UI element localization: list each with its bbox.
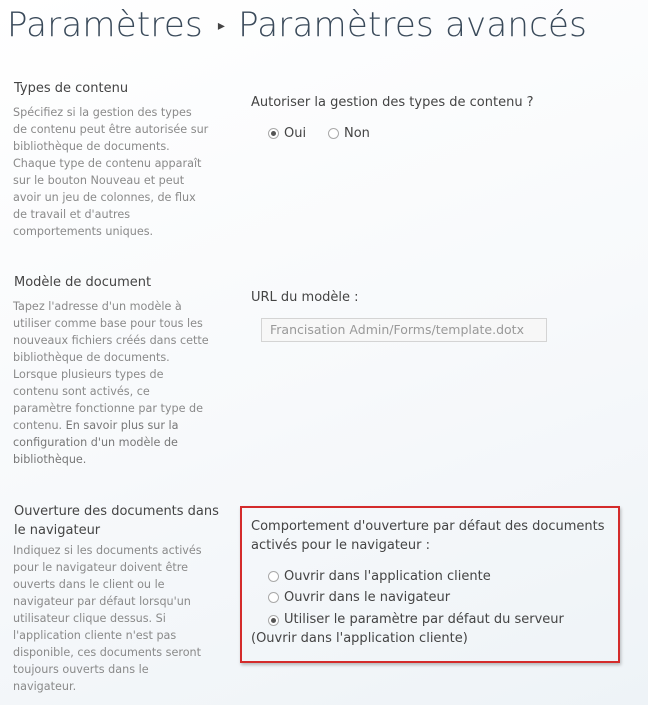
content-types-option-no[interactable] (328, 126, 370, 141)
open-in-browser-label: Ouvrir dans le navigateur (284, 590, 451, 605)
content-types-question: Autoriser la gestion des types de contenu ? (251, 95, 534, 110)
content-types-option-yes-label: Oui (284, 126, 307, 141)
learn-more-template-link[interactable]: En savoir plus sur la configuration d'un modèle de bibliothèque. (13, 419, 179, 466)
open-in-client-label: Ouvrir dans l'application cliente (284, 569, 491, 584)
content-types-section-title: Types de contenu (14, 81, 129, 96)
content-types-option-no-label: Non (344, 126, 370, 141)
page-title (7, 2, 587, 48)
breadcrumb-root[interactable]: Paramètres (7, 5, 203, 45)
content-types-option-yes[interactable] (268, 126, 306, 141)
document-template-description (13, 298, 209, 468)
browser-opening-description: Indiquez si les documents activés pour le navigateur doivent être ouverts dans le client ou le navigateur par défaut lorsqu'un utilisateur clique dessus. Si l'application cliente n'est pas disponible, ces documents seront toujours ouverts dans le navigateur. (13, 544, 202, 693)
open-in-browser-option[interactable] (268, 590, 450, 605)
browser-opening-section-title: Ouverture des documents dans le navigateur (14, 504, 219, 538)
template-url-field[interactable]: Francisation Admin/Forms/template.dotx (261, 318, 547, 342)
document-template-section-title: Modèle de document (14, 275, 152, 290)
open-in-client-option[interactable] (268, 569, 491, 584)
breadcrumb-current: Paramètres avancés (238, 5, 588, 45)
radio-unchecked-icon[interactable] (328, 128, 339, 139)
template-url-label: URL du modèle : (251, 290, 359, 305)
use-server-default-label: Utiliser le paramètre par défaut du serveur (Ouvrir dans l'application cliente) (251, 612, 564, 646)
radio-checked-icon[interactable] (268, 128, 279, 139)
radio-unchecked-icon[interactable] (268, 592, 279, 603)
content-types-description: Spécifiez si la gestion des types de contenu peut être autorisée sur bibliothèque de documents. Chaque type de contenu apparaît sur le bouton Nouveau et peut avoir un jeu de colonnes, de flux de travail et d'autres comportements uniques. (13, 106, 209, 238)
radio-unchecked-icon[interactable] (268, 571, 279, 582)
document-template-description-text: Tapez l'adresse d'un modèle à utiliser comme base pour tous les nouveaux fichiers créés dans cette bibliothèque de documents. Lorsque plusieurs types de contenu sont activés, ce paramètre fonctionne par type de contenu. (13, 300, 209, 432)
breadcrumb-separator-icon: ▸ (217, 18, 226, 34)
browser-opening-question: Comportement d'ouverture par défaut des documents activés pour le navigateur : (251, 519, 605, 553)
